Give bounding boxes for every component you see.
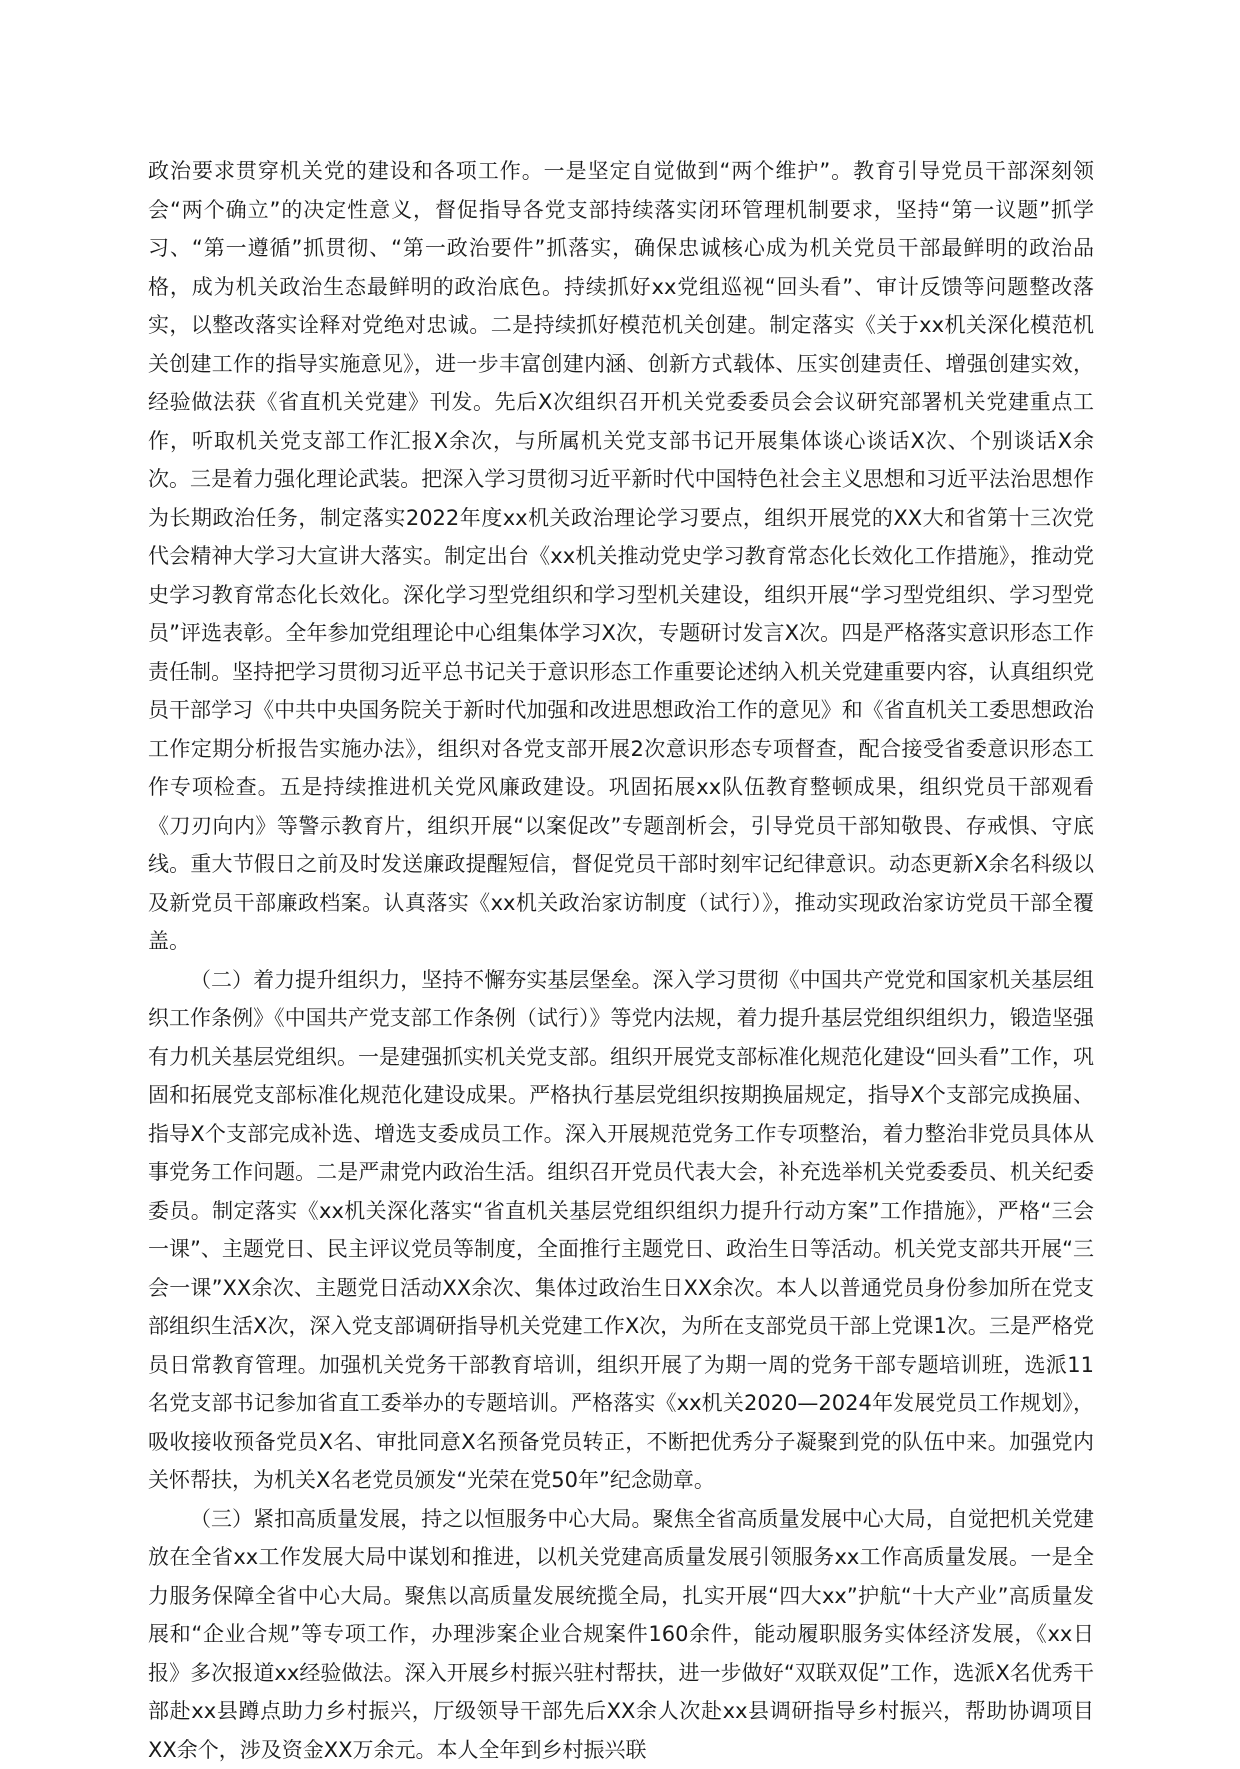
paragraph-political-building: 政治要求贯穿机关党的建设和各项工作。一是坚定自觉做到“两个维护”。教育引导党员干部深刻领会“两个确立”的决定性意义，督促指导各党支部持续落实闭环管理机制要求，坚持“第一议题”抓学习、“第一遵循”抓贯彻、“第一政治要件”抓落实，确保忠诚核心成为机关党员干部最鲜明的政治品格，成为机关政治生态最鲜明的政治底色。持续抓好xx党组巡视“回头看”、审计反馈等问题整改落实，以整改落实诠释对党绝对忠诚。二是持续抓好模范机关创建。制定落实《关于xx机关深化模范机关创建工作的指导实施意见》，进一步丰富创建内涵、创新方式载体、压实创建责任、增强创建实效，经验做法获《省直机关党建》刊发。先后X次组织召开机关党委委员会会议研究部署机关党建重点工作，听取机关党支部工作汇报X余次，与所属机关党支部书记开展集体谈心谈话X次、个别谈话X余次。三是着力强化理论武装。把深入学习贯彻习近平新时代中国特色社会主义思想和习近平法治思想作为长期政治任务，制定落实2022年度xx机关政治理论学习要点，组织开展党的XX大和省第十三次党代会精神大学习大宣讲大落实。制定出台《xx机关推动党史学习教育常态化长效化工作措施》，推动党史学习教育常态化长效化。深化学习型党组织和学习型机关建设，组织开展“学习型党组织、学习型党员”评选表彰。全年参加党组理论中心组集体学习X次，专题研讨发言X次。四是严格落实意识形态工作责任制。坚持把学习贯彻习近平总书记关于意识形态工作重要论述纳入机关党建重要内容，认真组织党员干部学习《中共中央国务院关于新时代加强和改进思想政治工作的意见》和《省直机关工委思想政治工作定期分析报告实施办法》，组织对各党支部开展2次意识形态专项督查，配合接受省委意识形态工作专项检查。五是持续推进机关党风廉政建设。巩固拓展xx队伍教育整顿成果，组织党员干部观看《刀刃向内》等警示教育片，组织开展“以案促改”专题剖析会，引导党员干部知敬畏、存戒惧、守底线。重大节假日之前及时发送廉政提醒短信，督促党员干部时刻牢记纪律意识。动态更新X余名科级以及新党员干部廉政档案。认真落实《xx机关政治家访制度（试行）》，推动实现政治家访党员干部全覆盖。: [148, 152, 1094, 961]
paragraph-high-quality-development: （三）紧扣高质量发展，持之以恒服务中心大局。聚焦全省高质量发展中心大局，自觉把机关党建放在全省xx工作发展大局中谋划和推进，以机关党建高质量发展引领服务xx工作高质量发展。一是全力服务保障全省中心大局。聚焦以高质量发展统揽全局，扎实开展“四大xx”护航“十大产业”高质量发展和“企业合规”等专项工作，办理涉案企业合规案件160余件，能动履职服务实体经济发展，《xx日报》多次报道xx经验做法。深入开展乡村振兴驻村帮扶，进一步做好“双联双促”工作，选派X名优秀干部赴xx县蹲点助力乡村振兴，厅级领导干部先后XX余人次赴xx县调研指导乡村振兴，帮助协调项目XX余个，涉及资金XX万余元。本人全年到乡村振兴联: [148, 1500, 1094, 1769]
document-body: [148, 152, 1094, 1769]
paragraph-organization-building: （二）着力提升组织力，坚持不懈夯实基层堡垒。深入学习贯彻《中国共产党党和国家机关基层组织工作条例》《中国共产党支部工作条例（试行）》等党内法规，着力提升基层党组织组织力，锻造坚强有力机关基层党组织。一是建强抓实机关党支部。组织开展党支部标准化规范化建设“回头看”工作，巩固和拓展党支部标准化规范化建设成果。严格执行基层党组织按期换届规定，指导X个支部完成换届、指导X个支部完成补选、增选支委成员工作。深入开展规范党务工作专项整治，着力整治非党员具体从事党务工作问题。二是严肃党内政治生活。组织召开党员代表大会，补充选举机关党委委员、机关纪委委员。制定落实《xx机关深化落实“省直机关基层党组织组织力提升行动方案”工作措施》，严格“三会一课”、主题党日、民主评议党员等制度，全面推行主题党日、政治生日等活动。机关党支部共开展“三会一课”XX余次、主题党日活动XX余次、集体过政治生日XX余次。本人以普通党员身份参加所在党支部组织生活X次，深入党支部调研指导机关党建工作X次，为所在支部党员干部上党课1次。三是严格党员日常教育管理。加强机关党务干部教育培训，组织开展了为期一周的党务干部专题培训班，选派11名党支部书记参加省直工委举办的专题培训。严格落实《xx机关2020—2024年发展党员工作规划》，吸收接收预备党员X名、审批同意X名预备党员转正，不断把优秀分子凝聚到党的队伍中来。加强党内关怀帮扶，为机关X名老党员颁发“光荣在党50年”纪念勋章。: [148, 961, 1094, 1500]
